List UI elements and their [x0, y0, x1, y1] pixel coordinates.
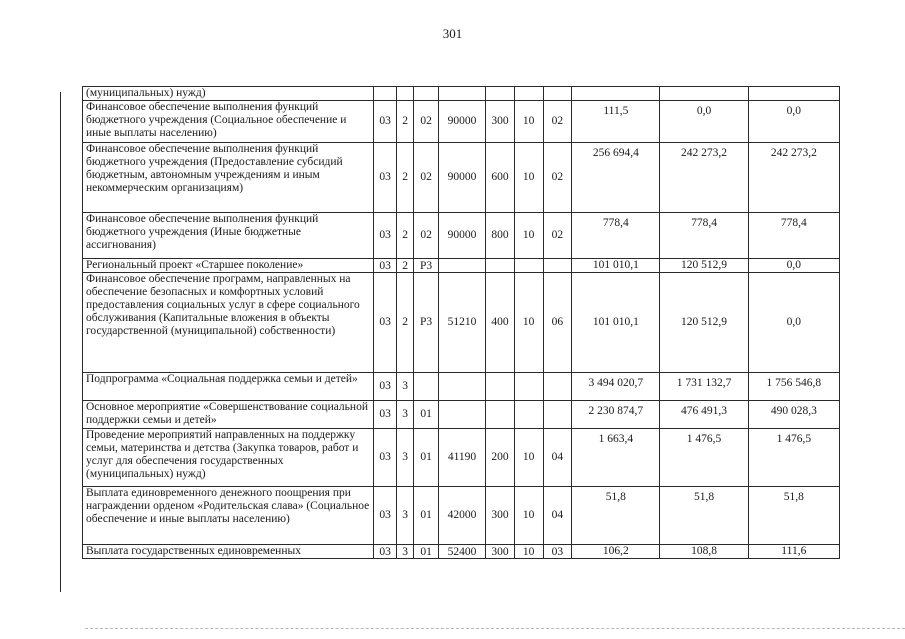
code-cell: 2 — [396, 213, 413, 259]
code-cell: 03 — [374, 213, 397, 259]
row-name: Финансовое обеспечение выполнения функций бюджетного учреждения (Иные бюджетные ассигнования) — [83, 213, 374, 259]
value-cell: 0,0 — [660, 101, 748, 143]
row-name: Подпрограмма «Социальная поддержка семьи и детей» — [83, 373, 374, 401]
code-cell — [543, 259, 572, 273]
code-cell — [438, 401, 485, 429]
code-cell — [486, 373, 515, 401]
code-cell: 3 — [396, 401, 413, 429]
code-cell — [438, 259, 485, 273]
value-cell — [748, 87, 839, 101]
row-name: Финансовое обеспечение выполнения функций бюджетного учреждения (Предоставление субсидий бюджетным, автономным учреждениям и иным некоммерческим организациям) — [83, 143, 374, 213]
code-cell: 90000 — [438, 213, 485, 259]
value-cell: 101 010,1 — [572, 273, 660, 373]
code-cell: 03 — [543, 545, 572, 559]
value-cell — [572, 87, 660, 101]
code-cell — [438, 373, 485, 401]
table-row — [83, 273, 840, 373]
code-cell: 01 — [414, 401, 439, 429]
value-cell: 778,4 — [660, 213, 748, 259]
code-cell: 10 — [514, 213, 543, 259]
value-cell: 120 512,9 — [660, 259, 748, 273]
value-cell: 1 756 546,8 — [748, 373, 839, 401]
code-cell: 02 — [414, 101, 439, 143]
code-cell: 90000 — [438, 143, 485, 213]
code-cell: 01 — [414, 545, 439, 559]
code-cell: 600 — [486, 143, 515, 213]
table-row — [83, 487, 840, 545]
code-cell: 03 — [374, 545, 397, 559]
value-cell: 120 512,9 — [660, 273, 748, 373]
value-cell: 51,8 — [572, 487, 660, 545]
value-cell: 3 494 020,7 — [572, 373, 660, 401]
code-cell: 03 — [374, 259, 397, 273]
row-name: Региональный проект «Старшее поколение» — [83, 259, 374, 273]
code-cell: 300 — [486, 545, 515, 559]
code-cell: 02 — [543, 143, 572, 213]
value-cell: 256 694,4 — [572, 143, 660, 213]
code-cell: 03 — [374, 143, 397, 213]
row-name: Выплата единовременного денежного поощрения при награждении орденом «Родительская слава» (Социальное обеспечение и иные выплаты населению) — [83, 487, 374, 545]
scan-edge-line — [85, 628, 905, 629]
code-cell: 02 — [414, 213, 439, 259]
value-cell: 111,6 — [748, 545, 839, 559]
table-row — [83, 213, 840, 259]
code-cell: 3 — [396, 429, 413, 487]
page-left-rule — [60, 92, 61, 592]
code-cell: 2 — [396, 259, 413, 273]
value-cell: 242 273,2 — [660, 143, 748, 213]
table-row — [83, 143, 840, 213]
code-cell: 02 — [543, 101, 572, 143]
code-cell: 41190 — [438, 429, 485, 487]
code-cell: 800 — [486, 213, 515, 259]
code-cell: 400 — [486, 273, 515, 373]
code-cell: 03 — [374, 429, 397, 487]
code-cell: 3 — [396, 545, 413, 559]
code-cell: 90000 — [438, 101, 485, 143]
value-cell: 476 491,3 — [660, 401, 748, 429]
value-cell: 1 476,5 — [748, 429, 839, 487]
code-cell — [374, 87, 397, 101]
code-cell — [414, 87, 439, 101]
value-cell: 2 230 874,7 — [572, 401, 660, 429]
code-cell: 300 — [486, 101, 515, 143]
code-cell: 2 — [396, 143, 413, 213]
code-cell: 03 — [374, 101, 397, 143]
code-cell: 03 — [374, 487, 397, 545]
code-cell: 2 — [396, 101, 413, 143]
code-cell: Р3 — [414, 259, 439, 273]
value-cell: 106,2 — [572, 545, 660, 559]
value-cell: 108,8 — [660, 545, 748, 559]
value-cell: 242 273,2 — [748, 143, 839, 213]
code-cell: 42000 — [438, 487, 485, 545]
code-cell: 01 — [414, 487, 439, 545]
table-row — [83, 259, 840, 273]
code-cell — [396, 87, 413, 101]
code-cell: 06 — [543, 273, 572, 373]
value-cell: 778,4 — [748, 213, 839, 259]
code-cell: 200 — [486, 429, 515, 487]
value-cell: 0,0 — [748, 273, 839, 373]
code-cell: 51210 — [438, 273, 485, 373]
code-cell: 01 — [414, 429, 439, 487]
value-cell: 111,5 — [572, 101, 660, 143]
row-name: Основное мероприятие «Совершенствование социальной поддержки семьи и детей» — [83, 401, 374, 429]
code-cell — [514, 259, 543, 273]
code-cell: 300 — [486, 487, 515, 545]
row-name: (муниципальных) нужд) — [83, 87, 374, 101]
code-cell: 3 — [396, 373, 413, 401]
code-cell: 3 — [396, 487, 413, 545]
row-name: Проведение мероприятий направленных на поддержку семьи, материнства и детства (Закупка товаров, работ и услуг для обеспечения государственных (муниципальных) нужд) — [83, 429, 374, 487]
row-name: Выплата государственных единовременных — [83, 545, 374, 559]
row-name: Финансовое обеспечение выполнения функций бюджетного учреждения (Социальное обеспечение и иные выплаты населению) — [83, 101, 374, 143]
code-cell — [486, 259, 515, 273]
code-cell — [414, 373, 439, 401]
code-cell — [514, 373, 543, 401]
code-cell: 10 — [514, 143, 543, 213]
code-cell — [486, 401, 515, 429]
code-cell: 03 — [374, 273, 397, 373]
code-cell: 03 — [374, 401, 397, 429]
page-number: 301 — [442, 26, 463, 41]
budget-table — [82, 86, 840, 559]
table-row — [83, 401, 840, 429]
code-cell — [543, 373, 572, 401]
code-cell: 04 — [543, 429, 572, 487]
value-cell — [660, 87, 748, 101]
code-cell — [543, 401, 572, 429]
code-cell: 52400 — [438, 545, 485, 559]
value-cell: 1 476,5 — [660, 429, 748, 487]
table-row — [83, 101, 840, 143]
code-cell: 02 — [543, 213, 572, 259]
code-cell — [514, 87, 543, 101]
code-cell: 04 — [543, 487, 572, 545]
table-row — [83, 87, 840, 101]
code-cell: 10 — [514, 545, 543, 559]
code-cell — [438, 87, 485, 101]
code-cell — [543, 87, 572, 101]
table-row — [83, 545, 840, 559]
code-cell: 2 — [396, 273, 413, 373]
value-cell: 490 028,3 — [748, 401, 839, 429]
value-cell: 1 663,4 — [572, 429, 660, 487]
code-cell: 10 — [514, 487, 543, 545]
value-cell: 778,4 — [572, 213, 660, 259]
code-cell: 03 — [374, 373, 397, 401]
value-cell: 51,8 — [660, 487, 748, 545]
code-cell: 10 — [514, 273, 543, 373]
code-cell: 10 — [514, 101, 543, 143]
value-cell: 1 731 132,7 — [660, 373, 748, 401]
code-cell — [486, 87, 515, 101]
value-cell: 0,0 — [748, 259, 839, 273]
code-cell: Р3 — [414, 273, 439, 373]
value-cell: 0,0 — [748, 101, 839, 143]
value-cell: 51,8 — [748, 487, 839, 545]
code-cell: 10 — [514, 429, 543, 487]
table-row — [83, 429, 840, 487]
code-cell: 02 — [414, 143, 439, 213]
row-name: Финансовое обеспечение программ, направленных на обеспечение безопасных и комфортных условий предоставления социальных услуг в сфере социального обслуживания (Капитальные вложения в объекты государственной (муниципальной) собственности) — [83, 273, 374, 373]
value-cell: 101 010,1 — [572, 259, 660, 273]
table-row — [83, 373, 840, 401]
code-cell — [514, 401, 543, 429]
